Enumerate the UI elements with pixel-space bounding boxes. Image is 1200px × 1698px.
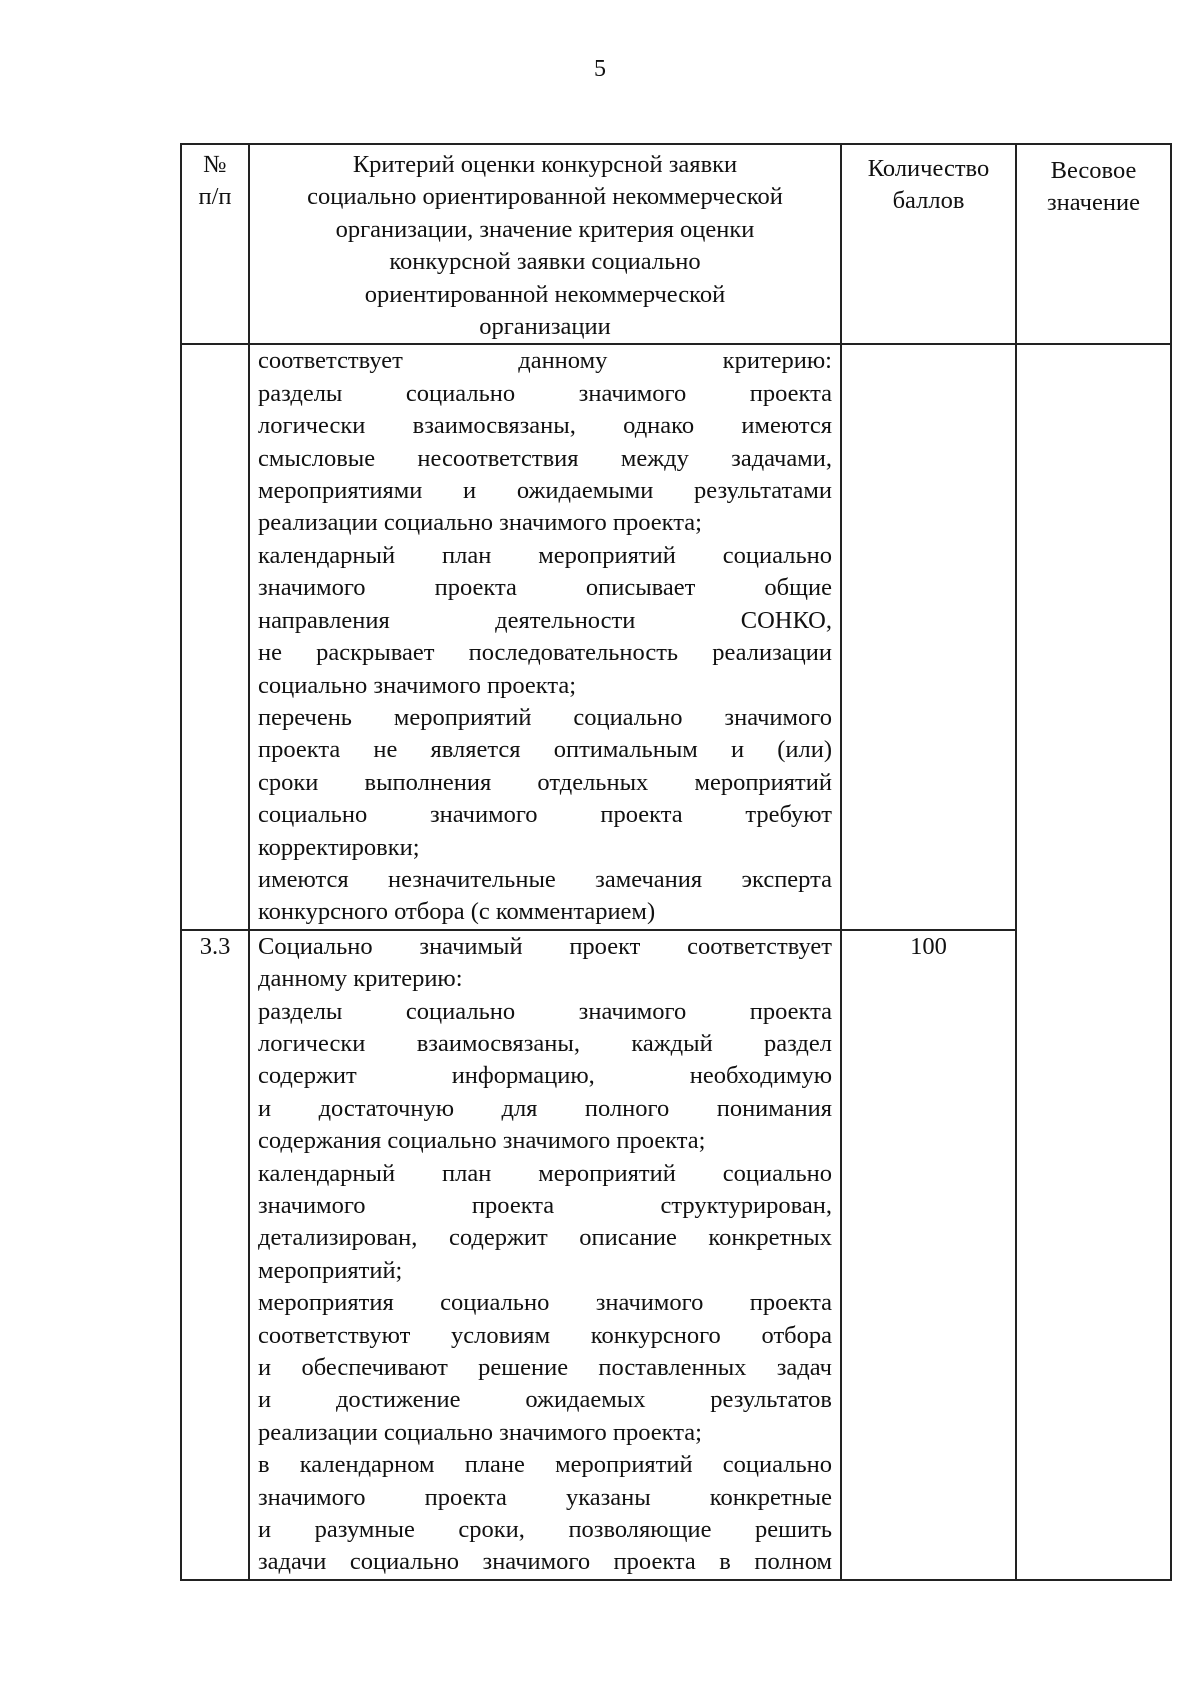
header-weight: Весовое значение: [1016, 144, 1171, 344]
points-value: [841, 344, 1016, 929]
points-value: 100: [841, 930, 1016, 1580]
weight-value: [1016, 344, 1171, 1579]
criterion-text: соответствует данному критерию: разделы социально значимого проекта логически взаимосвязаны, однако имеются смысловые несоответствия между задачами, мероприятиями и ожидаемыми результатами реализации социально значимого проекта; календарный план мероприятий социально значимого проекта описывает общие направления деятельности СОНКО, не раскрывает последовательность реализации социально значимого проекта; перечень мероприятий социально значимого проекта не является оптимальным и (или) сроки выполнения отдельных мероприятий социально значимого проекта требуют корректировки; имеются незначительные замечания эксперта конкурсного отбора (с комментарием): [249, 344, 841, 929]
table-header-row: [181, 144, 1171, 344]
row-number: 3.3: [181, 930, 249, 1580]
header-number: № п/п: [181, 144, 249, 344]
criteria-table: [180, 143, 1172, 1581]
table-row: [181, 344, 1171, 929]
page-number: 5: [594, 56, 606, 82]
row-number: [181, 344, 249, 929]
header-criterion: Критерий оценки конкурсной заявки социально ориентированной некоммерческой организации, значение критерия оценки конкурсной заявки социально ориентированной некоммерческой организации: [249, 144, 841, 344]
header-points: Количество баллов: [841, 144, 1016, 344]
criterion-text: Социально значимый проект соответствует данному критерию: разделы социально значимого проекта логически взаимосвязаны, каждый раздел содержит информацию, необходимую и достаточную для полного понимания содержания социально значимого проекта; календарный план мероприятий социально значимого проекта структурирован, детализирован, содержит описание конкретных мероприятий; мероприятия социально значимого проекта соответствуют условиям конкурсного отбора и обеспечивают решение поставленных задач и достижение ожидаемых результатов реализации социально значимого проекта; в календарном плане мероприятий социально значимого проекта указаны конкретные и разумные сроки, позволяющие решить задачи социально значимого проекта в полном: [249, 930, 841, 1580]
